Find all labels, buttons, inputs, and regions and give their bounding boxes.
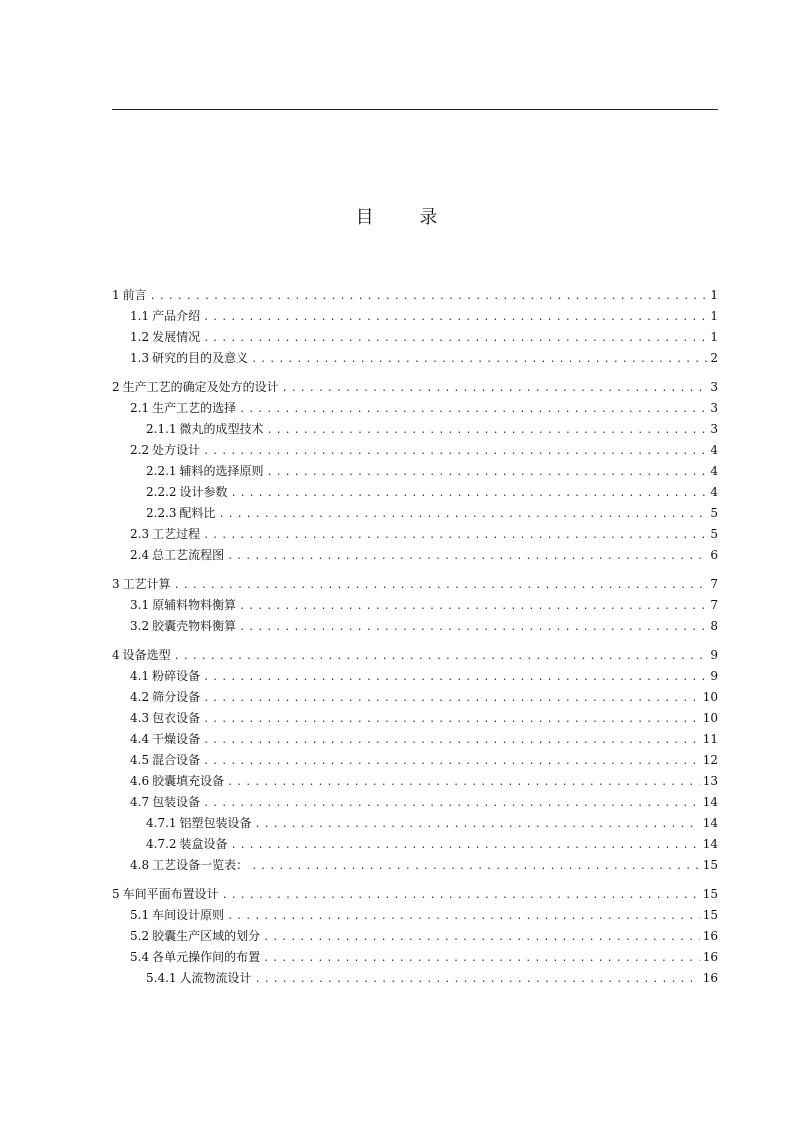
toc-entry-number: 1.3 <box>130 351 150 365</box>
dot-leader <box>255 969 700 990</box>
dot-leader <box>203 441 707 462</box>
toc-entry-page: 4 <box>710 443 718 457</box>
toc-entry-number: 2.1.1 <box>146 422 177 436</box>
dot-leader <box>174 646 708 667</box>
toc-entry[interactable] <box>112 524 718 545</box>
toc-entry-page: 15 <box>702 858 718 872</box>
toc-entry-title: 筛分设备 <box>152 690 201 704</box>
toc-entry-title: 总工艺流程图 <box>152 548 225 562</box>
toc-entry-page: 3 <box>710 401 718 415</box>
toc-entry-page: 8 <box>710 619 718 633</box>
toc-entry-number: 4 <box>112 648 120 662</box>
toc-entry-number: 4.7.1 <box>146 816 177 830</box>
toc-entry-number: 4.1 <box>130 669 150 683</box>
toc-entry-title: 配料比 <box>179 506 216 520</box>
toc-entry[interactable] <box>112 285 718 306</box>
toc-entry-title: 包装设备 <box>152 795 201 809</box>
toc-entry-title: 研究的目的及意义 <box>152 351 249 365</box>
toc-entry-page: 9 <box>710 669 718 683</box>
dot-leader <box>255 814 700 835</box>
toc-entry[interactable] <box>112 884 718 905</box>
toc-entry-number: 4.6 <box>130 774 150 788</box>
header-rule <box>112 109 718 110</box>
toc-entry-page: 14 <box>702 816 718 830</box>
toc-entry-page: 3 <box>710 380 718 394</box>
toc-entry-title: 各单元操作间的布置 <box>152 950 261 964</box>
dot-leader <box>203 307 707 328</box>
dot-leader <box>263 948 700 969</box>
toc-entry-page: 5 <box>710 506 718 520</box>
toc-entry[interactable] <box>112 792 718 813</box>
dot-leader <box>203 525 707 546</box>
toc-entry[interactable] <box>112 968 718 989</box>
toc-entry[interactable] <box>112 306 718 327</box>
toc-entry-page: 11 <box>702 732 718 746</box>
dot-leader <box>263 927 700 948</box>
toc-entry-number: 1 <box>112 288 120 302</box>
dot-leader <box>203 688 700 709</box>
toc-entry-title: 人流物流设计 <box>179 971 252 985</box>
toc-entry-title: 胶囊壳物料衡算 <box>152 619 237 633</box>
toc-entry-number: 1.2 <box>130 330 150 344</box>
dot-leader <box>251 856 700 877</box>
toc-entry-page: 10 <box>702 711 718 725</box>
toc-entry-title: 混合设备 <box>152 753 201 767</box>
toc-entry-page: 7 <box>710 577 718 591</box>
toc-entry-number: 1.1 <box>130 309 150 323</box>
toc-entry-title: 生产工艺的选择 <box>152 401 237 415</box>
toc-entry-title: 铝塑包装设备 <box>179 816 252 830</box>
toc-entry-number: 4.4 <box>130 732 150 746</box>
toc-entry-title: 发展情况 <box>152 330 201 344</box>
toc-entry[interactable] <box>112 729 718 750</box>
toc-entry[interactable] <box>112 666 718 687</box>
toc-entry-number: 2.2.1 <box>146 464 177 478</box>
dot-leader <box>267 420 708 441</box>
toc-entry[interactable] <box>112 926 718 947</box>
toc-entry[interactable] <box>112 645 718 666</box>
toc-entry-page: 1 <box>710 288 718 302</box>
toc-entry-page: 12 <box>702 753 718 767</box>
toc-entry-number: 4.7.2 <box>146 837 177 851</box>
toc-entry[interactable] <box>112 440 718 461</box>
toc-entry-title: 粉碎设备 <box>152 669 201 683</box>
toc-entry[interactable] <box>112 545 718 566</box>
toc-entry-number: 4.8 <box>130 858 150 872</box>
toc-entry-page: 7 <box>710 598 718 612</box>
toc-entry-number: 2.1 <box>130 401 150 415</box>
toc-entry-number: 4.7 <box>130 795 150 809</box>
toc-entry[interactable] <box>112 377 718 398</box>
toc-entry-page: 6 <box>710 548 718 562</box>
dot-leader <box>231 483 708 504</box>
toc-entry-number: 4.3 <box>130 711 150 725</box>
dot-leader <box>203 328 707 349</box>
toc-entry-page: 16 <box>702 929 718 943</box>
toc-entry-page: 16 <box>702 950 718 964</box>
toc-entry[interactable] <box>112 855 718 876</box>
toc-entry-number: 3 <box>112 577 120 591</box>
toc-entry-page: 15 <box>702 887 718 901</box>
toc-entry-number: 2.3 <box>130 527 150 541</box>
toc-entry-number: 5 <box>112 887 120 901</box>
table-of-contents <box>112 285 718 989</box>
dot-leader <box>203 667 707 688</box>
toc-entry[interactable] <box>112 616 718 637</box>
dot-leader <box>239 617 707 638</box>
toc-entry[interactable] <box>112 503 718 524</box>
toc-entry-title: 胶囊生产区域的划分 <box>152 929 261 943</box>
toc-entry[interactable] <box>112 348 718 369</box>
dot-leader <box>150 286 708 307</box>
toc-entry[interactable] <box>112 574 718 595</box>
toc-entry[interactable] <box>112 461 718 482</box>
toc-entry-title: 微丸的成型技术 <box>179 422 264 436</box>
toc-entry-number: 4.5 <box>130 753 150 767</box>
dot-leader <box>239 399 707 420</box>
toc-entry-page: 2 <box>710 351 718 365</box>
toc-entry-page: 4 <box>710 485 718 499</box>
toc-entry-number: 2.2.2 <box>146 485 177 499</box>
toc-entry-title: 车间设计原则 <box>152 908 225 922</box>
toc-entry-number: 2.2.3 <box>146 506 177 520</box>
toc-entry-title: 包衣设备 <box>152 711 201 725</box>
dot-leader <box>227 906 700 927</box>
toc-entry-title: 设备选型 <box>122 648 171 662</box>
dot-leader <box>251 349 707 370</box>
toc-entry[interactable] <box>112 419 718 440</box>
dot-leader <box>174 575 708 596</box>
toc-entry[interactable] <box>112 708 718 729</box>
toc-entry-title: 车间平面布置设计 <box>122 887 219 901</box>
dot-leader <box>239 596 707 617</box>
toc-entry-page: 14 <box>702 795 718 809</box>
toc-entry-title: 前言 <box>122 288 147 302</box>
toc-entry-number: 5.1 <box>130 908 150 922</box>
dot-leader <box>203 793 700 814</box>
dot-leader <box>282 378 708 399</box>
dot-leader <box>231 835 700 856</box>
toc-entry[interactable] <box>112 398 718 419</box>
dot-leader <box>219 504 708 525</box>
toc-entry-title: 生产工艺的确定及处方的设计 <box>122 380 279 394</box>
toc-entry[interactable] <box>112 813 718 834</box>
dot-leader <box>222 885 700 906</box>
dot-leader <box>203 730 700 751</box>
dot-leader <box>203 751 700 772</box>
toc-entry-number: 3.1 <box>130 598 150 612</box>
toc-entry-number: 5.4 <box>130 950 150 964</box>
toc-entry[interactable] <box>112 834 718 855</box>
toc-entry-page: 1 <box>710 330 718 344</box>
toc-entry[interactable] <box>112 595 718 616</box>
toc-entry-title: 干燥设备 <box>152 732 201 746</box>
toc-entry-number: 2 <box>112 380 120 394</box>
dot-leader <box>203 709 700 730</box>
toc-entry-title: 原辅料物料衡算 <box>152 598 237 612</box>
toc-entry-page: 15 <box>702 908 718 922</box>
toc-entry-number: 4.2 <box>130 690 150 704</box>
toc-entry-title: 胶囊填充设备 <box>152 774 225 788</box>
toc-entry-page: 1 <box>710 309 718 323</box>
toc-entry-title: 工艺设备一览表： <box>152 858 249 872</box>
toc-entry-page: 13 <box>702 774 718 788</box>
toc-entry[interactable] <box>112 771 718 792</box>
dot-leader <box>227 772 700 793</box>
toc-entry-page: 16 <box>702 971 718 985</box>
toc-entry-title: 工艺计算 <box>122 577 171 591</box>
toc-entry-number: 2.2 <box>130 443 150 457</box>
toc-entry-page: 4 <box>710 464 718 478</box>
toc-entry-title: 设计参数 <box>179 485 228 499</box>
page-title: 目 录 <box>355 207 458 228</box>
toc-entry-title: 辅料的选择原则 <box>179 464 264 478</box>
toc-entry[interactable] <box>112 905 718 926</box>
toc-entry-title: 工艺过程 <box>152 527 201 541</box>
dot-leader <box>227 546 707 567</box>
toc-entry[interactable] <box>112 947 718 968</box>
toc-entry-title: 处方设计 <box>152 443 201 457</box>
dot-leader <box>267 462 708 483</box>
toc-entry[interactable] <box>112 482 718 503</box>
toc-entry[interactable] <box>112 750 718 771</box>
toc-entry[interactable] <box>112 327 718 348</box>
toc-entry[interactable] <box>112 687 718 708</box>
toc-entry-page: 10 <box>702 690 718 704</box>
toc-entry-page: 3 <box>710 422 718 436</box>
toc-entry-number: 3.2 <box>130 619 150 633</box>
toc-entry-number: 2.4 <box>130 548 150 562</box>
toc-entry-page: 5 <box>710 527 718 541</box>
toc-entry-title: 装盒设备 <box>179 837 228 851</box>
toc-entry-page: 14 <box>702 837 718 851</box>
toc-entry-number: 5.4.1 <box>146 971 177 985</box>
toc-entry-page: 9 <box>710 648 718 662</box>
toc-entry-title: 产品介绍 <box>152 309 201 323</box>
toc-entry-number: 5.2 <box>130 929 150 943</box>
